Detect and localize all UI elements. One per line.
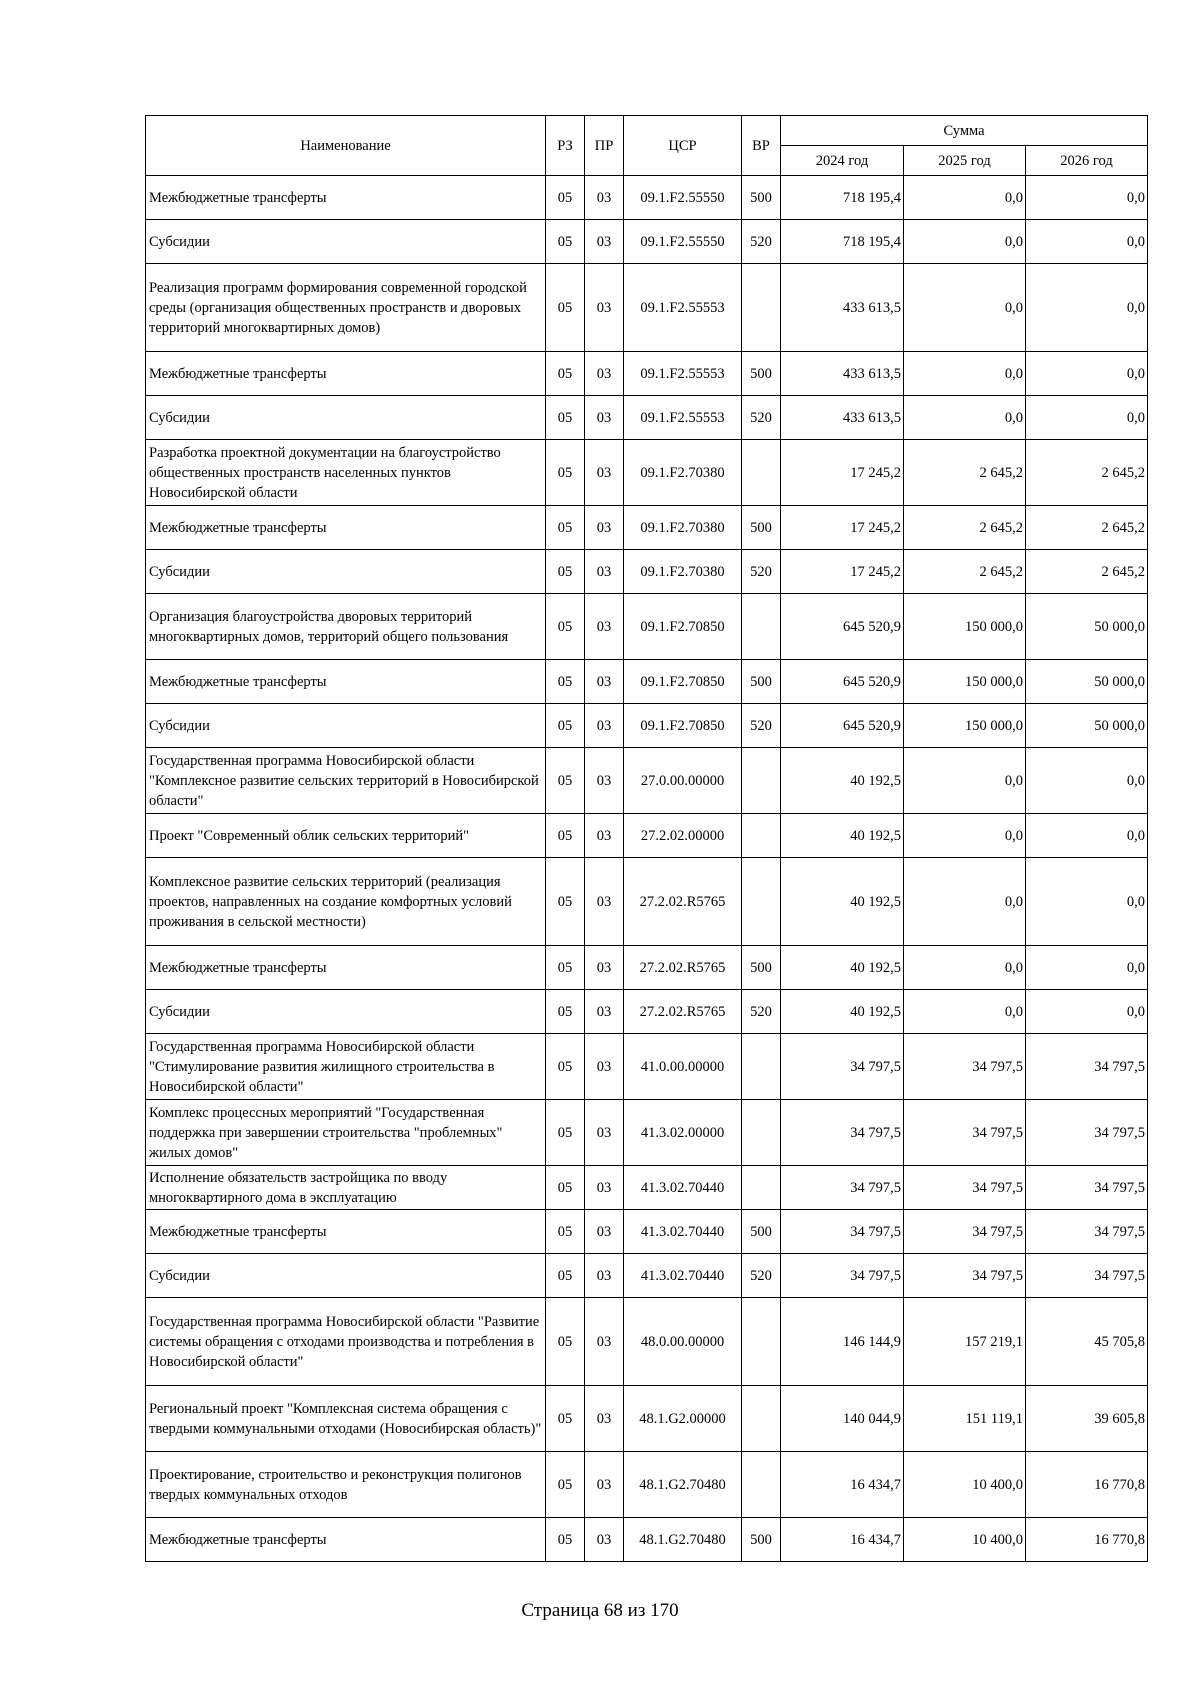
cell-rz: 05 xyxy=(546,550,585,594)
cell-pr: 03 xyxy=(585,1100,624,1166)
cell-name: Государственная программа Новосибирской области "Комплексное развитие сельских территорий в Новосибирской области" xyxy=(146,748,546,814)
cell-pr: 03 xyxy=(585,264,624,352)
cell-rz: 05 xyxy=(546,1386,585,1452)
cell-2026: 50 000,0 xyxy=(1026,660,1148,704)
cell-csr: 27.0.00.00000 xyxy=(624,748,742,814)
header-vr: ВР xyxy=(742,116,781,176)
cell-csr: 09.1.F2.70850 xyxy=(624,704,742,748)
cell-name: Государственная программа Новосибирской области "Развитие системы обращения с отходами производства и потребления в Новосибирской области" xyxy=(146,1298,546,1386)
cell-csr: 09.1.F2.70380 xyxy=(624,550,742,594)
cell-name: Разработка проектной документации на благоустройство общественных пространств населенных пунктов Новосибирской области xyxy=(146,440,546,506)
cell-2026: 2 645,2 xyxy=(1026,550,1148,594)
cell-name: Региональный проект "Комплексная система обращения с твердыми коммунальными отходами (Новосибирская область)" xyxy=(146,1386,546,1452)
cell-rz: 05 xyxy=(546,440,585,506)
cell-2026: 50 000,0 xyxy=(1026,594,1148,660)
cell-2024: 17 245,2 xyxy=(781,506,904,550)
cell-2024: 17 245,2 xyxy=(781,440,904,506)
cell-rz: 05 xyxy=(546,1254,585,1298)
cell-pr: 03 xyxy=(585,814,624,858)
cell-vr xyxy=(742,1100,781,1166)
cell-2026: 34 797,5 xyxy=(1026,1100,1148,1166)
cell-2024: 40 192,5 xyxy=(781,748,904,814)
cell-2024: 433 613,5 xyxy=(781,264,904,352)
cell-csr: 41.3.02.70440 xyxy=(624,1210,742,1254)
cell-2026: 0,0 xyxy=(1026,858,1148,946)
table-row xyxy=(146,858,1148,946)
table-row xyxy=(146,814,1148,858)
cell-name: Межбюджетные трансферты xyxy=(146,660,546,704)
cell-pr: 03 xyxy=(585,1254,624,1298)
cell-csr: 41.3.02.70440 xyxy=(624,1254,742,1298)
cell-csr: 41.3.02.70440 xyxy=(624,1166,742,1210)
cell-csr: 27.2.02.R5765 xyxy=(624,858,742,946)
cell-rz: 05 xyxy=(546,1518,585,1562)
table-header xyxy=(146,116,1148,176)
table-row xyxy=(146,946,1148,990)
cell-name: Комплекс процессных мероприятий "Государственная поддержка при завершении строительства "проблемных" жилых домов" xyxy=(146,1100,546,1166)
table-row xyxy=(146,1254,1148,1298)
cell-csr: 27.2.02.R5765 xyxy=(624,946,742,990)
cell-csr: 09.1.F2.55550 xyxy=(624,220,742,264)
header-year-2026: 2026 год xyxy=(1026,146,1148,176)
cell-2024: 16 434,7 xyxy=(781,1452,904,1518)
table-row xyxy=(146,1386,1148,1452)
cell-2024: 34 797,5 xyxy=(781,1210,904,1254)
cell-csr: 41.3.02.00000 xyxy=(624,1100,742,1166)
cell-pr: 03 xyxy=(585,550,624,594)
table-row xyxy=(146,264,1148,352)
cell-2024: 718 195,4 xyxy=(781,176,904,220)
cell-2025: 0,0 xyxy=(904,858,1026,946)
cell-2026: 34 797,5 xyxy=(1026,1254,1148,1298)
cell-vr: 500 xyxy=(742,352,781,396)
cell-name: Межбюджетные трансферты xyxy=(146,506,546,550)
cell-csr: 48.1.G2.70480 xyxy=(624,1452,742,1518)
table-row xyxy=(146,396,1148,440)
cell-rz: 05 xyxy=(546,814,585,858)
cell-pr: 03 xyxy=(585,990,624,1034)
cell-rz: 05 xyxy=(546,1298,585,1386)
table-row xyxy=(146,1166,1148,1210)
cell-name: Исполнение обязательств застройщика по вводу многоквартирного дома в эксплуатацию xyxy=(146,1166,546,1210)
cell-vr: 500 xyxy=(742,946,781,990)
cell-name: Государственная программа Новосибирской области "Стимулирование развития жилищного строительства в Новосибирской области" xyxy=(146,1034,546,1100)
cell-2025: 2 645,2 xyxy=(904,506,1026,550)
cell-rz: 05 xyxy=(546,506,585,550)
table-row xyxy=(146,704,1148,748)
cell-name: Комплексное развитие сельских территорий (реализация проектов, направленных на создание комфортных условий проживания в сельской местности) xyxy=(146,858,546,946)
cell-vr: 520 xyxy=(742,550,781,594)
cell-2024: 40 192,5 xyxy=(781,858,904,946)
table-row xyxy=(146,748,1148,814)
cell-2024: 40 192,5 xyxy=(781,990,904,1034)
cell-rz: 05 xyxy=(546,1034,585,1100)
cell-2025: 0,0 xyxy=(904,946,1026,990)
table-row xyxy=(146,352,1148,396)
cell-2026: 34 797,5 xyxy=(1026,1034,1148,1100)
cell-2025: 150 000,0 xyxy=(904,704,1026,748)
cell-2025: 0,0 xyxy=(904,814,1026,858)
cell-rz: 05 xyxy=(546,660,585,704)
cell-csr: 41.0.00.00000 xyxy=(624,1034,742,1100)
cell-pr: 03 xyxy=(585,176,624,220)
cell-2024: 34 797,5 xyxy=(781,1254,904,1298)
cell-vr xyxy=(742,264,781,352)
cell-2026: 0,0 xyxy=(1026,396,1148,440)
cell-2024: 645 520,9 xyxy=(781,704,904,748)
cell-name: Субсидии xyxy=(146,396,546,440)
cell-name: Межбюджетные трансферты xyxy=(146,1210,546,1254)
cell-name: Проектирование, строительство и реконструкция полигонов твердых коммунальных отходов xyxy=(146,1452,546,1518)
cell-2024: 34 797,5 xyxy=(781,1100,904,1166)
cell-2026: 0,0 xyxy=(1026,176,1148,220)
cell-2025: 0,0 xyxy=(904,748,1026,814)
cell-rz: 05 xyxy=(546,264,585,352)
cell-vr: 500 xyxy=(742,506,781,550)
cell-2026: 0,0 xyxy=(1026,352,1148,396)
cell-2026: 0,0 xyxy=(1026,814,1148,858)
cell-2025: 34 797,5 xyxy=(904,1254,1026,1298)
cell-rz: 05 xyxy=(546,396,585,440)
cell-pr: 03 xyxy=(585,506,624,550)
cell-vr xyxy=(742,814,781,858)
cell-csr: 27.2.02.R5765 xyxy=(624,990,742,1034)
cell-csr: 48.1.G2.00000 xyxy=(624,1386,742,1452)
cell-name: Межбюджетные трансферты xyxy=(146,352,546,396)
cell-2026: 0,0 xyxy=(1026,946,1148,990)
cell-pr: 03 xyxy=(585,660,624,704)
cell-rz: 05 xyxy=(546,1100,585,1166)
cell-2025: 10 400,0 xyxy=(904,1452,1026,1518)
cell-2026: 0,0 xyxy=(1026,220,1148,264)
cell-name: Субсидии xyxy=(146,704,546,748)
cell-rz: 05 xyxy=(546,176,585,220)
cell-2025: 2 645,2 xyxy=(904,550,1026,594)
cell-2024: 140 044,9 xyxy=(781,1386,904,1452)
cell-csr: 09.1.F2.55553 xyxy=(624,396,742,440)
cell-2026: 0,0 xyxy=(1026,264,1148,352)
cell-2024: 34 797,5 xyxy=(781,1034,904,1100)
cell-csr: 09.1.F2.70380 xyxy=(624,506,742,550)
cell-2025: 0,0 xyxy=(904,396,1026,440)
cell-2025: 150 000,0 xyxy=(904,594,1026,660)
cell-pr: 03 xyxy=(585,704,624,748)
cell-2026: 2 645,2 xyxy=(1026,506,1148,550)
cell-rz: 05 xyxy=(546,594,585,660)
table-row xyxy=(146,990,1148,1034)
cell-pr: 03 xyxy=(585,748,624,814)
cell-name: Субсидии xyxy=(146,1254,546,1298)
cell-pr: 03 xyxy=(585,1298,624,1386)
cell-vr xyxy=(742,1298,781,1386)
cell-rz: 05 xyxy=(546,946,585,990)
table-body xyxy=(146,176,1148,1562)
cell-rz: 05 xyxy=(546,1166,585,1210)
cell-2024: 34 797,5 xyxy=(781,1166,904,1210)
cell-2024: 17 245,2 xyxy=(781,550,904,594)
cell-pr: 03 xyxy=(585,1452,624,1518)
cell-csr: 48.0.00.00000 xyxy=(624,1298,742,1386)
table-row xyxy=(146,660,1148,704)
cell-rz: 05 xyxy=(546,858,585,946)
page-number: Страница 68 из 170 xyxy=(521,1600,679,1621)
cell-csr: 09.1.F2.70850 xyxy=(624,660,742,704)
cell-2024: 433 613,5 xyxy=(781,396,904,440)
cell-rz: 05 xyxy=(546,704,585,748)
cell-rz: 05 xyxy=(546,748,585,814)
cell-2026: 39 605,8 xyxy=(1026,1386,1148,1452)
table-row xyxy=(146,550,1148,594)
cell-rz: 05 xyxy=(546,1210,585,1254)
cell-csr: 48.1.G2.70480 xyxy=(624,1518,742,1562)
cell-2024: 718 195,4 xyxy=(781,220,904,264)
header-year-2024: 2024 год xyxy=(781,146,904,176)
cell-2025: 0,0 xyxy=(904,264,1026,352)
cell-2024: 645 520,9 xyxy=(781,660,904,704)
cell-2024: 40 192,5 xyxy=(781,814,904,858)
cell-2025: 157 219,1 xyxy=(904,1298,1026,1386)
cell-pr: 03 xyxy=(585,220,624,264)
cell-2025: 0,0 xyxy=(904,352,1026,396)
table-row xyxy=(146,1518,1148,1562)
cell-2024: 40 192,5 xyxy=(781,946,904,990)
cell-2025: 151 119,1 xyxy=(904,1386,1026,1452)
cell-pr: 03 xyxy=(585,1518,624,1562)
cell-csr: 09.1.F2.55553 xyxy=(624,352,742,396)
cell-csr: 09.1.F2.70380 xyxy=(624,440,742,506)
table-row xyxy=(146,1100,1148,1166)
cell-pr: 03 xyxy=(585,594,624,660)
cell-2026: 34 797,5 xyxy=(1026,1210,1148,1254)
table-row xyxy=(146,1210,1148,1254)
cell-pr: 03 xyxy=(585,1034,624,1100)
cell-rz: 05 xyxy=(546,1452,585,1518)
cell-2025: 150 000,0 xyxy=(904,660,1026,704)
cell-2026: 0,0 xyxy=(1026,748,1148,814)
cell-name: Реализация программ формирования современной городской среды (организация общественных пространств и дворовых территорий многоквартирных домов) xyxy=(146,264,546,352)
table-row xyxy=(146,1452,1148,1518)
cell-2026: 16 770,8 xyxy=(1026,1518,1148,1562)
cell-vr: 500 xyxy=(742,1210,781,1254)
cell-2025: 0,0 xyxy=(904,990,1026,1034)
cell-vr: 520 xyxy=(742,220,781,264)
cell-rz: 05 xyxy=(546,352,585,396)
cell-2026: 50 000,0 xyxy=(1026,704,1148,748)
cell-vr xyxy=(742,858,781,946)
cell-pr: 03 xyxy=(585,946,624,990)
cell-vr xyxy=(742,748,781,814)
cell-vr: 520 xyxy=(742,990,781,1034)
cell-2026: 16 770,8 xyxy=(1026,1452,1148,1518)
cell-2024: 16 434,7 xyxy=(781,1518,904,1562)
cell-pr: 03 xyxy=(585,352,624,396)
cell-pr: 03 xyxy=(585,858,624,946)
header-year-2025: 2025 год xyxy=(904,146,1026,176)
cell-vr: 500 xyxy=(742,660,781,704)
header-sum: Сумма xyxy=(781,116,1148,146)
cell-rz: 05 xyxy=(546,990,585,1034)
cell-pr: 03 xyxy=(585,1386,624,1452)
cell-2026: 2 645,2 xyxy=(1026,440,1148,506)
cell-vr: 500 xyxy=(742,1518,781,1562)
cell-vr: 520 xyxy=(742,1254,781,1298)
cell-rz: 05 xyxy=(546,220,585,264)
budget-table xyxy=(145,115,1148,1562)
cell-2026: 0,0 xyxy=(1026,990,1148,1034)
cell-2025: 34 797,5 xyxy=(904,1210,1026,1254)
cell-2025: 10 400,0 xyxy=(904,1518,1026,1562)
cell-name: Организация благоустройства дворовых территорий многоквартирных домов, территорий общего пользования xyxy=(146,594,546,660)
cell-vr xyxy=(742,1034,781,1100)
cell-vr: 520 xyxy=(742,704,781,748)
cell-pr: 03 xyxy=(585,396,624,440)
table-row xyxy=(146,220,1148,264)
cell-vr xyxy=(742,440,781,506)
cell-name: Субсидии xyxy=(146,990,546,1034)
cell-csr: 09.1.F2.70850 xyxy=(624,594,742,660)
header-pr: ПР xyxy=(585,116,624,176)
cell-csr: 09.1.F2.55553 xyxy=(624,264,742,352)
header-rz: РЗ xyxy=(546,116,585,176)
cell-2025: 0,0 xyxy=(904,176,1026,220)
cell-name: Межбюджетные трансферты xyxy=(146,1518,546,1562)
table-row xyxy=(146,594,1148,660)
cell-name: Субсидии xyxy=(146,220,546,264)
cell-vr xyxy=(742,594,781,660)
cell-vr xyxy=(742,1386,781,1452)
cell-2025: 2 645,2 xyxy=(904,440,1026,506)
cell-2024: 146 144,9 xyxy=(781,1298,904,1386)
cell-2026: 34 797,5 xyxy=(1026,1166,1148,1210)
cell-vr: 500 xyxy=(742,176,781,220)
cell-2025: 0,0 xyxy=(904,220,1026,264)
cell-vr xyxy=(742,1452,781,1518)
table-row xyxy=(146,440,1148,506)
cell-2025: 34 797,5 xyxy=(904,1166,1026,1210)
header-name: Наименование xyxy=(146,116,546,176)
cell-name: Межбюджетные трансферты xyxy=(146,946,546,990)
header-csr: ЦСР xyxy=(624,116,742,176)
table-row xyxy=(146,1034,1148,1100)
cell-vr xyxy=(742,1166,781,1210)
cell-vr: 520 xyxy=(742,396,781,440)
cell-csr: 09.1.F2.55550 xyxy=(624,176,742,220)
cell-pr: 03 xyxy=(585,440,624,506)
cell-2024: 433 613,5 xyxy=(781,352,904,396)
cell-2026: 45 705,8 xyxy=(1026,1298,1148,1386)
cell-2025: 34 797,5 xyxy=(904,1034,1026,1100)
cell-pr: 03 xyxy=(585,1166,624,1210)
cell-name: Проект "Современный облик сельских территорий" xyxy=(146,814,546,858)
cell-name: Межбюджетные трансферты xyxy=(146,176,546,220)
cell-pr: 03 xyxy=(585,1210,624,1254)
cell-csr: 27.2.02.00000 xyxy=(624,814,742,858)
cell-2024: 645 520,9 xyxy=(781,594,904,660)
cell-2025: 34 797,5 xyxy=(904,1100,1026,1166)
cell-name: Субсидии xyxy=(146,550,546,594)
table-row xyxy=(146,1298,1148,1386)
table-row xyxy=(146,506,1148,550)
table-row xyxy=(146,176,1148,220)
